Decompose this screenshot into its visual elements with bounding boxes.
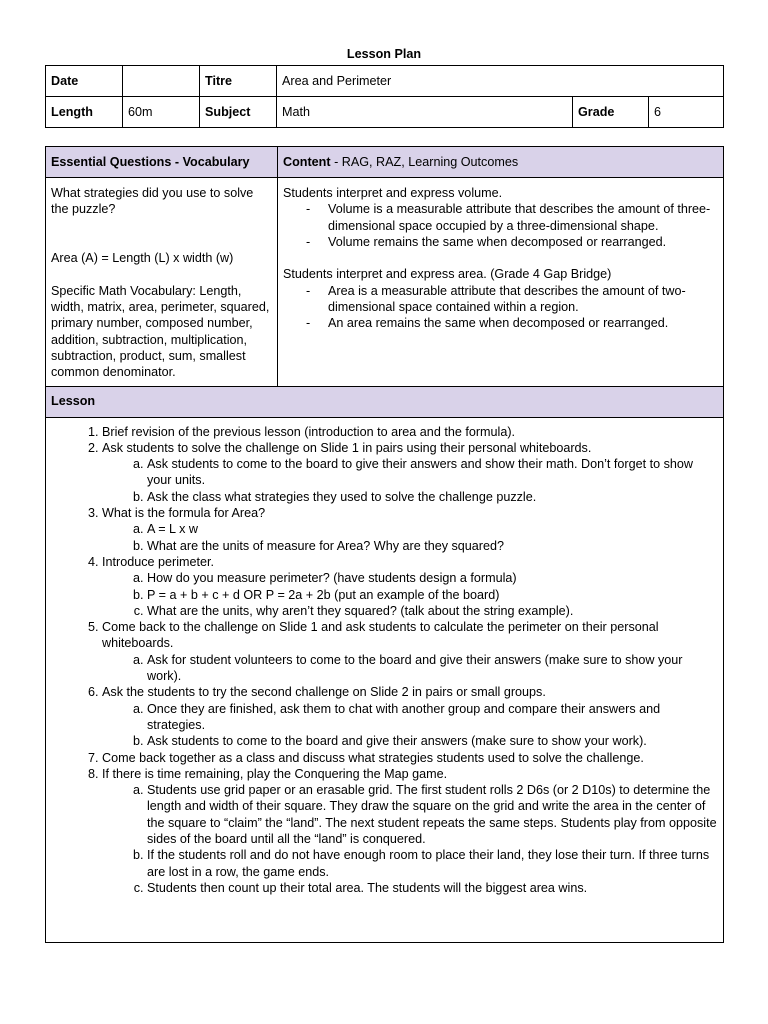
lesson-step-text: Brief revision of the previous lesson (introduction to area and the formula). <box>102 424 516 439</box>
info-row-length <box>46 97 724 128</box>
subject-value: Math <box>277 97 573 128</box>
title-label: Titre <box>200 66 277 97</box>
lesson-step <box>102 619 718 684</box>
lesson-step-text: If there is time remaining, play the Conquering the Map game. <box>102 766 448 781</box>
lesson-step-text: Come back together as a class and discuss what strategies students used to solve the challenge. <box>102 750 644 765</box>
essential-questions-header: Essential Questions - Vocabulary <box>46 147 278 178</box>
lesson-substeps-list <box>102 701 718 750</box>
lesson-step <box>102 766 718 896</box>
eq-area-formula: Area (A) = Length (L) x width (w) <box>51 251 234 266</box>
lesson-substep: b. Ask students to come to the board and give their answers (make sure to show your work). <box>147 733 718 749</box>
list-item: - Volume is a measurable attribute that describes the amount of three-dimensional space occupied by a three-dimensional shape. <box>306 201 718 234</box>
date-value <box>123 66 200 97</box>
list-item: - Area is a measurable attribute that describes the amount of two-dimensional space contained within a region. <box>306 283 718 316</box>
lesson-substep: a. Ask students to come to the board to give their answers and show their math. Don’t forget to show your units. <box>147 456 718 489</box>
lesson-substeps-list <box>102 652 718 685</box>
eq-question: What strategies did you use to solve the puzzle? <box>51 186 254 217</box>
lesson-step <box>102 684 718 749</box>
lesson-step-text: Ask students to solve the challenge on Slide 1 in pairs using their personal whiteboards. <box>102 440 592 455</box>
length-value: 60m <box>123 97 200 128</box>
essential-questions-cell <box>46 178 278 387</box>
lesson-substeps-list <box>102 782 718 896</box>
plan-body-row <box>46 178 724 387</box>
content-cell <box>278 178 724 387</box>
lesson-step <box>102 440 718 505</box>
grade-label: Grade <box>573 97 649 128</box>
lesson-plan-table <box>45 146 724 943</box>
content-area-intro: Students interpret and express area. (Grade 4 Gap Bridge) <box>283 267 612 282</box>
grade-value: 6 <box>649 97 724 128</box>
content-header <box>278 147 724 178</box>
document-title: Lesson Plan <box>346 47 422 61</box>
lesson-step <box>102 750 718 766</box>
lesson-body-row <box>46 417 724 942</box>
length-label: Length <box>46 97 123 128</box>
lesson-substep: b. Ask the class what strategies they used to solve the challenge puzzle. <box>147 489 718 505</box>
lesson-substep: a. Ask for student volunteers to come to the board and give their answers (make sure to show your work). <box>147 652 718 685</box>
lesson-substep: c. Students then count up their total area. The students will the biggest area wins. <box>147 880 718 896</box>
lesson-step <box>102 505 718 554</box>
list-item: - An area remains the same when decomposed or rearranged. <box>306 315 718 331</box>
lesson-step-text: Ask the students to try the second challenge on Slide 2 in pairs or small groups. <box>102 685 546 700</box>
lesson-substeps-list <box>102 521 718 554</box>
content-header-subtitle: - RAG, RAZ, Learning Outcomes <box>330 154 519 169</box>
lesson-step-text: Come back to the challenge on Slide 1 and ask students to calculate the perimeter on their personal whiteboards. <box>102 620 659 651</box>
info-row-date <box>46 66 724 97</box>
area-outcomes-list <box>283 283 718 332</box>
content-header-title: Content <box>283 154 331 169</box>
lesson-step-text: What is the formula for Area? <box>102 506 266 521</box>
lesson-step <box>102 424 718 440</box>
list-item: - Volume remains the same when decomposed or rearranged. <box>306 234 718 250</box>
lesson-steps-cell <box>46 417 724 942</box>
title-value: Area and Perimeter <box>277 66 724 97</box>
lesson-substep: a. A = L x w <box>147 521 718 537</box>
lesson-substeps-list <box>102 456 718 505</box>
lesson-substeps-list <box>102 570 718 619</box>
lesson-substep: b. What are the units of measure for Area? Why are they squared? <box>147 538 718 554</box>
lesson-substep: a. Once they are finished, ask them to chat with another group and compare their answers and strategies. <box>147 701 718 734</box>
volume-outcomes-list <box>283 201 718 250</box>
lesson-info-table <box>45 65 724 128</box>
lesson-header-row <box>46 386 724 417</box>
lesson-substep: c. What are the units, why aren’t they squared? (talk about the string example). <box>147 603 718 619</box>
subject-label: Subject <box>200 97 277 128</box>
lesson-substep: a. Students use grid paper or an erasable grid. The first student rolls 2 D6s (or 2 D10s) to determine the length and width of their square. They draw the square on the grid and write the area in the center of the square to “claim” the “land”. The next student repeats the same steps. Students play from opposite sides of the board until all the “land” is conquered. <box>147 782 718 847</box>
lesson-header: Lesson <box>46 386 724 417</box>
eq-vocabulary: Specific Math Vocabulary: Length, width, matrix, area, perimeter, squared, primary number, composed number, addition, subtraction, multiplication, subtraction, product, sum, smallest common denominator. <box>51 283 270 380</box>
content-volume-intro: Students interpret and express volume. <box>283 186 503 200</box>
lesson-substep: b. If the students roll and do not have enough room to place their land, they lose their turn. If three turns are lost in a row, the game ends. <box>147 847 718 880</box>
lesson-steps-list <box>51 424 718 897</box>
date-label: Date <box>46 66 123 97</box>
lesson-step-text: Introduce perimeter. <box>102 554 215 569</box>
lesson-step <box>102 554 718 619</box>
lesson-substep: a. How do you measure perimeter? (have students design a formula) <box>147 570 718 586</box>
plan-header-row <box>46 147 724 178</box>
lesson-substep: b. P = a + b + c + d OR P = 2a + 2b (put an example of the board) <box>147 587 718 603</box>
